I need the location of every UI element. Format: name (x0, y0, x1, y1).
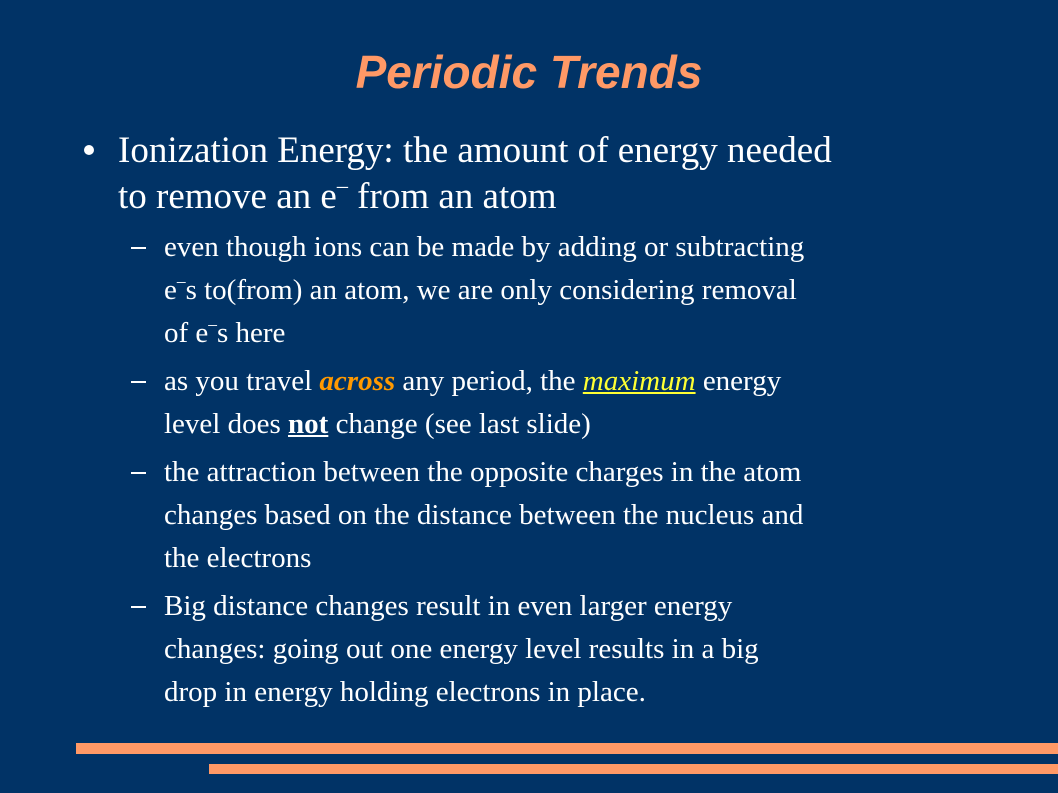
superscript-minus: – (208, 313, 217, 334)
superscript-minus: – (336, 172, 348, 198)
emphasis-across: across (319, 365, 396, 397)
round-bullet-icon (84, 145, 94, 155)
decorative-bar-top (76, 743, 1058, 754)
sub2-line2-b: change (see last slide) (328, 408, 591, 440)
sub4-line2: changes: going out one energy level results in a big (164, 633, 759, 665)
main-bullet-line2-a: to remove an e (118, 176, 337, 217)
sub-bullet-list (84, 226, 1014, 714)
sub3-line2: changes based on the distance between the nucleus and (164, 499, 804, 531)
sub1-line3-b: s here (216, 317, 286, 349)
sub2-line1-a: as you travel (164, 365, 320, 397)
decorative-bar-bottom (209, 764, 1058, 774)
sub2-line2-a: level does (164, 408, 289, 440)
main-bullet-line1: Ionization Energy: the amount of energy needed (118, 130, 832, 171)
dash-bullet-icon (131, 247, 146, 249)
superscript-minus: – (176, 270, 186, 291)
slide-body (84, 128, 1014, 719)
sub3-line1: the attraction between the opposite charges in the atom (164, 456, 802, 488)
dash-bullet-icon (131, 472, 146, 474)
sub-bullet-2 (164, 360, 1014, 446)
sub2-line1-b: any period, the (395, 365, 583, 397)
sub3-line3: the electrons (164, 542, 312, 574)
emphasis-maximum: maximum (582, 365, 696, 397)
sub1-line2-a: e (164, 274, 177, 306)
sub4-line3: drop in energy holding electrons in place. (164, 676, 646, 708)
slide-title: Periodic Trends (355, 46, 703, 98)
dash-bullet-icon (131, 606, 146, 608)
sub-bullet-4 (164, 585, 1014, 714)
sub-bullet-3 (164, 451, 1014, 580)
sub2-line1-c: energy (695, 365, 782, 397)
sub-bullet-1 (164, 226, 1014, 355)
sub1-line1: even though ions can be made by adding or subtracting (164, 231, 805, 263)
sub1-line2-b: s to(from) an atom, we are only considering removal (185, 274, 797, 306)
main-bullet (84, 128, 1014, 220)
sub4-line1: Big distance changes result in even larger energy (164, 590, 733, 622)
main-bullet-line2-b: from an atom (347, 176, 557, 217)
dash-bullet-icon (131, 381, 146, 383)
emphasis-not: not (288, 408, 329, 440)
sub1-line3-a: of e (164, 317, 209, 349)
